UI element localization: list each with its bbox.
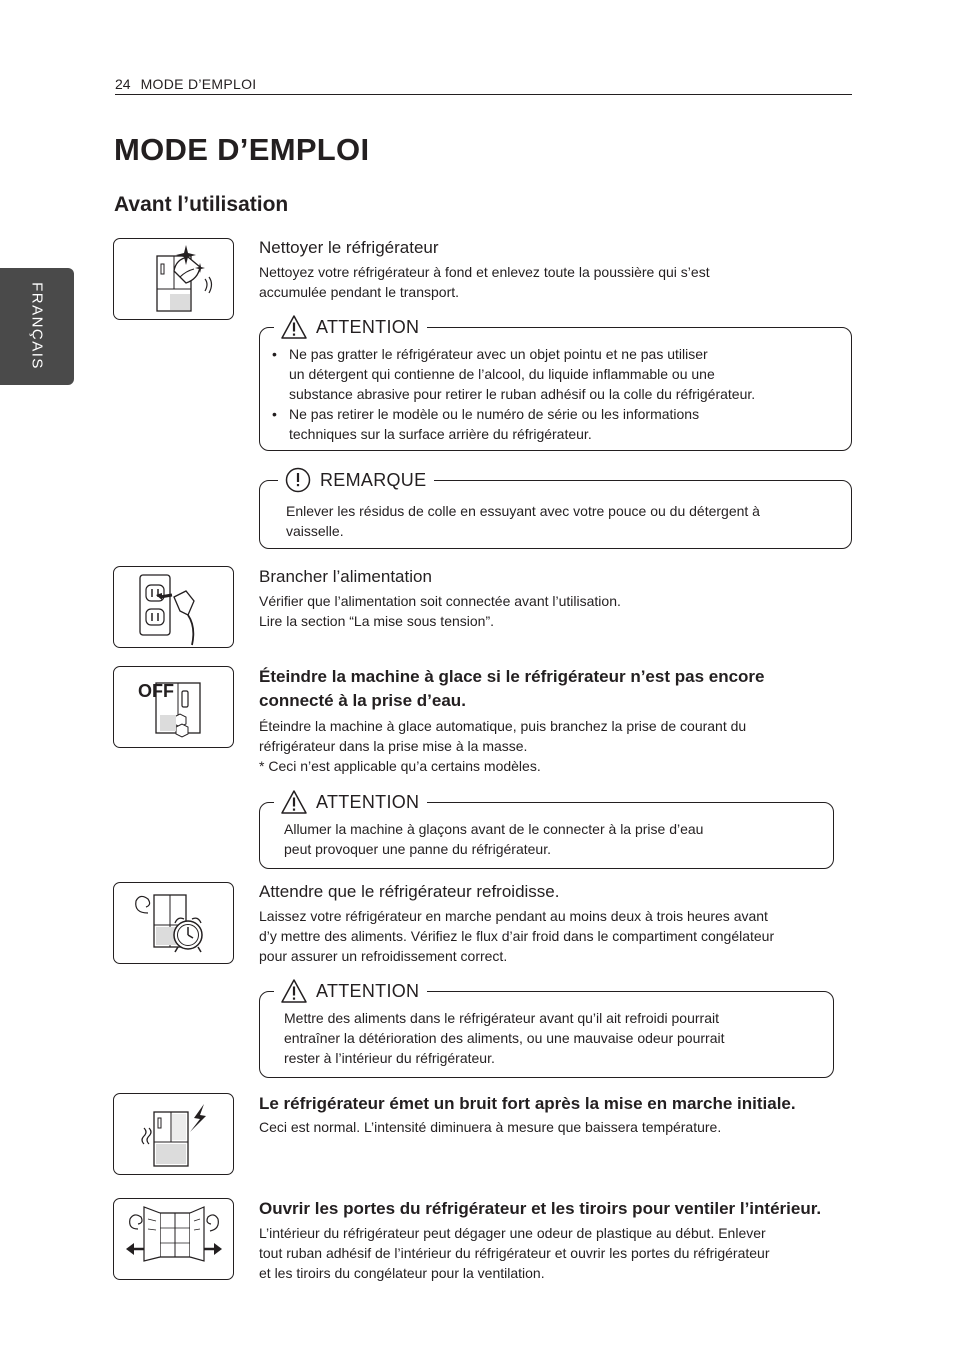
header-section-title: MODE D’EMPLOI xyxy=(140,76,257,92)
text-line: Laissez votre réfrigérateur en marche pendant au moins deux à trois heures avant xyxy=(259,908,768,924)
attention-callout-2 xyxy=(259,792,834,869)
text-line: tout ruban adhésif de l’intérieur du réfrigérateur et ouvrir les portes du réfrigérateur xyxy=(259,1245,770,1261)
section-text-ventilation xyxy=(259,1223,853,1283)
ventilation-illustration xyxy=(113,1198,234,1280)
callout-text xyxy=(284,1008,829,1068)
text-line: Lire la section “La mise sous tension”. xyxy=(259,613,494,629)
section-text-cool xyxy=(259,906,853,966)
attention-callout-1 xyxy=(259,317,852,451)
text-line: Allumer la machine à glaçons avant de le connecter à la prise d’eau xyxy=(284,821,704,837)
section-text-noise xyxy=(259,1117,853,1137)
bullet-item xyxy=(260,344,850,404)
text-line: Enlever les résidus de colle en essuyant avec votre pouce ou du détergent à xyxy=(286,503,760,519)
text-line: • Ne pas retirer le modèle ou le numéro de série ou les informations xyxy=(289,406,700,422)
text-line: Éteindre la machine à glace automatique, puis branchez la prise de courant du xyxy=(259,718,747,734)
note-label: REMARQUE xyxy=(320,470,427,490)
section-title-power: Brancher l’alimentation xyxy=(259,567,432,586)
text-line: * Ceci n’est applicable qu’a certains modèles. xyxy=(259,758,541,774)
text-line: un détergent qui contienne de l’alcool, du liquide inflammable ou une xyxy=(289,366,715,382)
cleaning-illustration xyxy=(113,238,234,320)
text-line: pour assurer un refroidissement correct. xyxy=(259,948,508,964)
page-number: 24 xyxy=(115,76,131,92)
ice-maker-off-icon xyxy=(114,667,235,749)
section-text-power xyxy=(259,591,853,631)
note-exclamation-icon xyxy=(284,467,312,493)
attention-label: ATTENTION xyxy=(316,792,420,812)
title-line: Éteindre la machine à glace si le réfrigérateur n’est pas encore xyxy=(259,667,765,686)
language-label: FRANÇAIS xyxy=(28,282,46,370)
section-title-clean: Nettoyer le réfrigérateur xyxy=(259,238,439,257)
page-title: MODE D’EMPLOI xyxy=(114,132,370,167)
text-line: substance abrasive pour retirer le ruban adhésif ou la colle du réfrigérateur. xyxy=(289,386,756,402)
text-line: techniques sur la surface arrière du réfrigérateur. xyxy=(289,426,592,442)
attention-label: ATTENTION xyxy=(316,981,420,1001)
text-line: peut provoquer une panne du réfrigérateur. xyxy=(284,841,551,857)
text-line: réfrigérateur dans la prise mise à la masse. xyxy=(259,738,528,754)
section-text-clean xyxy=(259,262,853,302)
callout-label xyxy=(274,314,427,340)
callout-label xyxy=(278,467,434,493)
section-title-cool: Attendre que le réfrigérateur refroidisse. xyxy=(259,882,560,901)
callout-text xyxy=(260,344,850,444)
bullet-list xyxy=(260,344,850,444)
text-line: entraîner la détérioration des aliments, ou une mauvaise odeur pourrait xyxy=(284,1030,725,1046)
text-line: Vérifier que l’alimentation soit connectée avant l’utilisation. xyxy=(259,593,621,609)
power-outlet-icon xyxy=(114,567,235,649)
text-line: accumulée pendant le transport. xyxy=(259,284,460,300)
warning-triangle-icon xyxy=(280,978,308,1004)
attention-callout-3 xyxy=(259,981,834,1078)
callout-text xyxy=(286,501,846,541)
attention-label: ATTENTION xyxy=(316,317,420,337)
off-label: OFF xyxy=(138,681,174,701)
text-line: vaisselle. xyxy=(286,523,344,539)
open-doors-icon xyxy=(114,1199,235,1281)
warning-triangle-icon xyxy=(280,314,308,340)
ice-maker-illustration xyxy=(113,666,234,748)
text-line: L’intérieur du réfrigérateur peut dégager une odeur de plastique au début. Enlever xyxy=(259,1225,766,1241)
text-line: • Ne pas gratter le réfrigérateur avec un objet pointu et ne pas utiliser xyxy=(289,346,708,362)
language-side-tab xyxy=(0,268,74,385)
power-plug-illustration xyxy=(113,566,234,648)
noise-lightning-icon xyxy=(114,1094,235,1176)
section-title-noise: Le réfrigérateur émet un bruit fort après la mise en marche initiale. xyxy=(259,1094,796,1113)
noise-illustration xyxy=(113,1093,234,1175)
title-line: connecté à la prise d’eau. xyxy=(259,691,466,710)
callout-label xyxy=(274,789,427,815)
section-text-icemaker xyxy=(259,716,853,776)
text-line: Mettre des aliments dans le réfrigérateur avant qu’il ait refroidi pourrait xyxy=(284,1010,719,1026)
text-line: Nettoyez votre réfrigérateur à fond et enlevez toute la poussière qui s’est xyxy=(259,264,710,280)
bullet-item xyxy=(260,404,850,444)
section-subtitle: Avant l’utilisation xyxy=(114,193,289,216)
section-title-icemaker xyxy=(259,665,765,713)
section-title-ventilation: Ouvrir les portes du réfrigérateur et les tiroirs pour ventiler l’intérieur. xyxy=(259,1199,822,1218)
text-line: rester à l’intérieur du réfrigérateur. xyxy=(284,1050,495,1066)
callout-label xyxy=(274,978,427,1004)
note-callout xyxy=(259,470,852,549)
cleaning-cloth-icon xyxy=(114,239,235,321)
alarm-clock-icon xyxy=(114,883,235,965)
text-line: Ceci est normal. L’intensité diminuera à mesure que baissera température. xyxy=(259,1119,722,1135)
warning-triangle-icon xyxy=(280,789,308,815)
cooling-illustration xyxy=(113,882,234,964)
callout-text xyxy=(284,819,829,859)
running-header xyxy=(115,76,852,95)
text-line: d’y mettre des aliments. Vérifiez le flux d’air froid dans le compartiment congélateur xyxy=(259,928,775,944)
text-line: et les tiroirs du congélateur pour la ventilation. xyxy=(259,1265,545,1281)
